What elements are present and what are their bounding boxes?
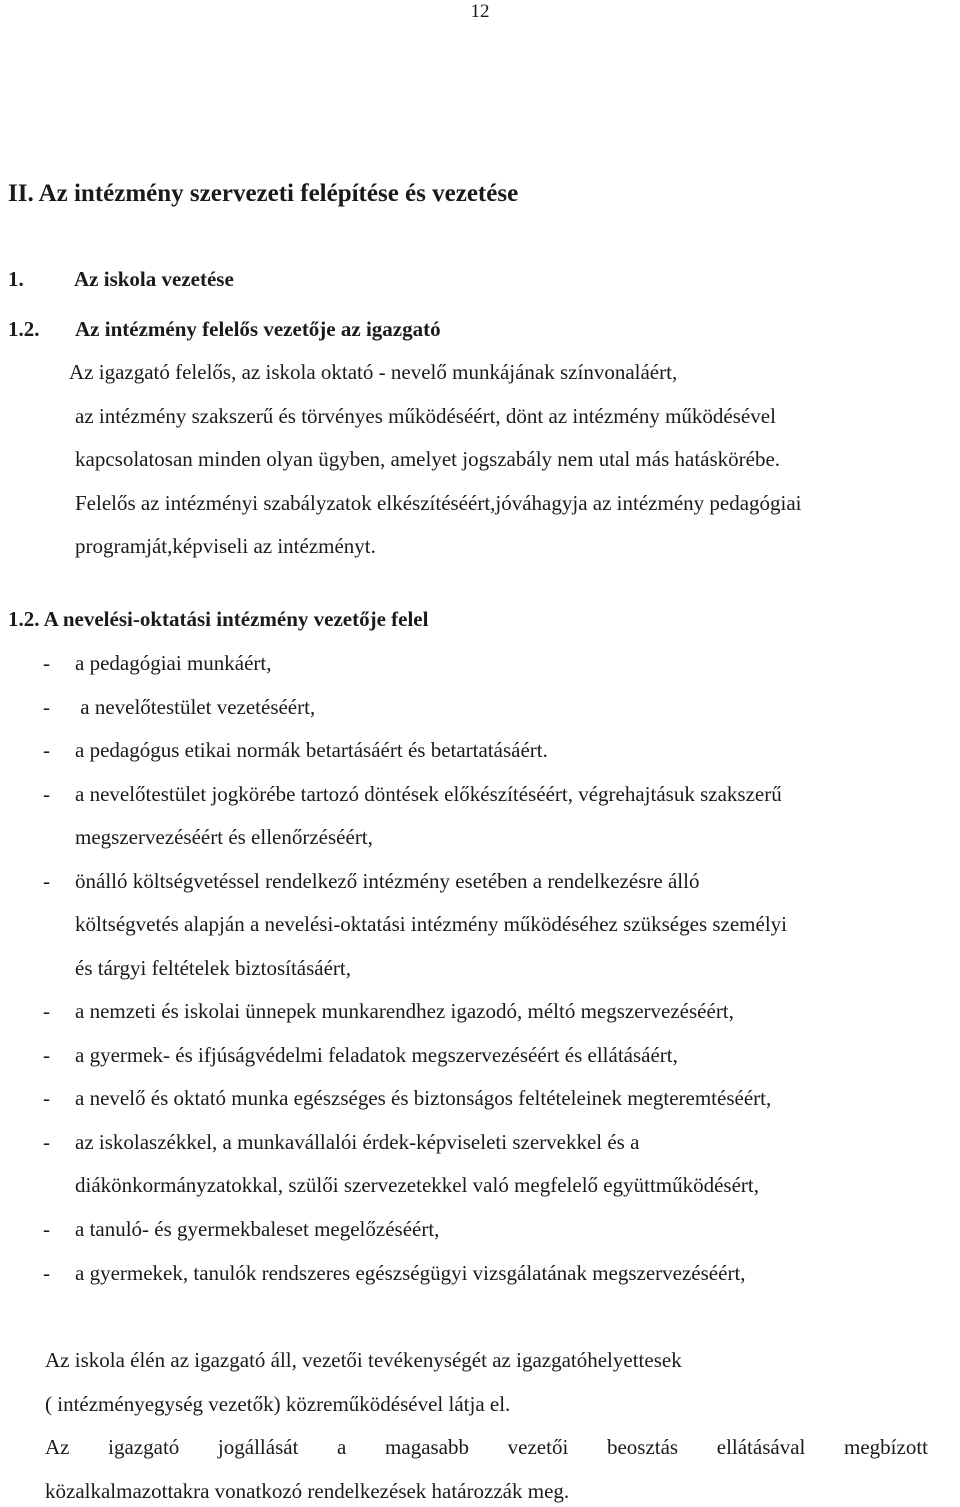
paragraph-line: ( intézményegység vezetők) közreműködésével látja el. bbox=[45, 1392, 511, 1416]
list-dash: - bbox=[43, 1261, 50, 1285]
list-dash: - bbox=[43, 782, 50, 806]
section-number: 1.2. bbox=[8, 317, 40, 341]
paragraph-line: Felelős az intézményi szabályzatok elkészítéséért,jóváhagyja az intézmény pedagógiai bbox=[75, 491, 802, 515]
chapter-title: II. Az intézmény szervezeti felépítése és vezetése bbox=[8, 180, 519, 207]
list-item-continuation: megszervezéséért és ellenőrzéséért, bbox=[75, 825, 373, 849]
list-dash: - bbox=[43, 1043, 50, 1067]
page-number: 12 bbox=[470, 1, 490, 22]
paragraph-line: kapcsolatosan minden olyan ügyben, amelyet jogszabály nem utal más hatáskörébe. bbox=[75, 447, 781, 471]
section-title: Az iskola vezetése bbox=[74, 267, 234, 291]
list-dash: - bbox=[43, 738, 50, 762]
section-title: Az intézmény felelős vezetője az igazgató bbox=[75, 317, 441, 341]
list-dash: - bbox=[43, 651, 50, 675]
section-heading-1 bbox=[8, 266, 234, 292]
list-dash: - bbox=[43, 695, 50, 719]
list-item-continuation: és tárgyi feltételek biztosításáért, bbox=[75, 956, 352, 980]
list-item-continuation: költségvetés alapján a nevelési-oktatási intézmény működéséhez szükséges személyi bbox=[75, 912, 788, 936]
paragraph-line-justified: Az igazgató jogállását a magasabb vezetői beosztás ellátásával megbízott bbox=[45, 1435, 928, 1459]
section-number: 1. bbox=[8, 267, 24, 291]
list-dash: - bbox=[43, 1217, 50, 1241]
list-item-continuation: diákönkormányzatokkal, szülői szervezetekkel való megfelelő együttműködésért, bbox=[75, 1173, 760, 1197]
section-heading-1-2-b: 1.2. A nevelési-oktatási intézmény vezetője felel bbox=[8, 607, 429, 631]
list-dash: - bbox=[43, 999, 50, 1023]
list-dash: - bbox=[43, 1130, 50, 1154]
paragraph-line: az intézmény szakszerű és törvényes működéséért, dönt az intézmény működésével bbox=[75, 404, 776, 428]
paragraph-line: közalkalmazottakra vonatkozó rendelkezések határozzák meg. bbox=[45, 1479, 570, 1503]
paragraph-line: programját,képviseli az intézményt. bbox=[75, 534, 376, 558]
paragraph-line: Az igazgató felelős, az iskola oktató - nevelő munkájának színvonaláért, bbox=[69, 360, 678, 384]
section-heading-1-2 bbox=[8, 316, 441, 342]
list-dash: - bbox=[43, 869, 50, 893]
paragraph-line: Az iskola élén az igazgató áll, vezetői tevékenységét az igazgatóhelyettesek bbox=[45, 1348, 682, 1372]
list-dash: - bbox=[43, 1086, 50, 1110]
